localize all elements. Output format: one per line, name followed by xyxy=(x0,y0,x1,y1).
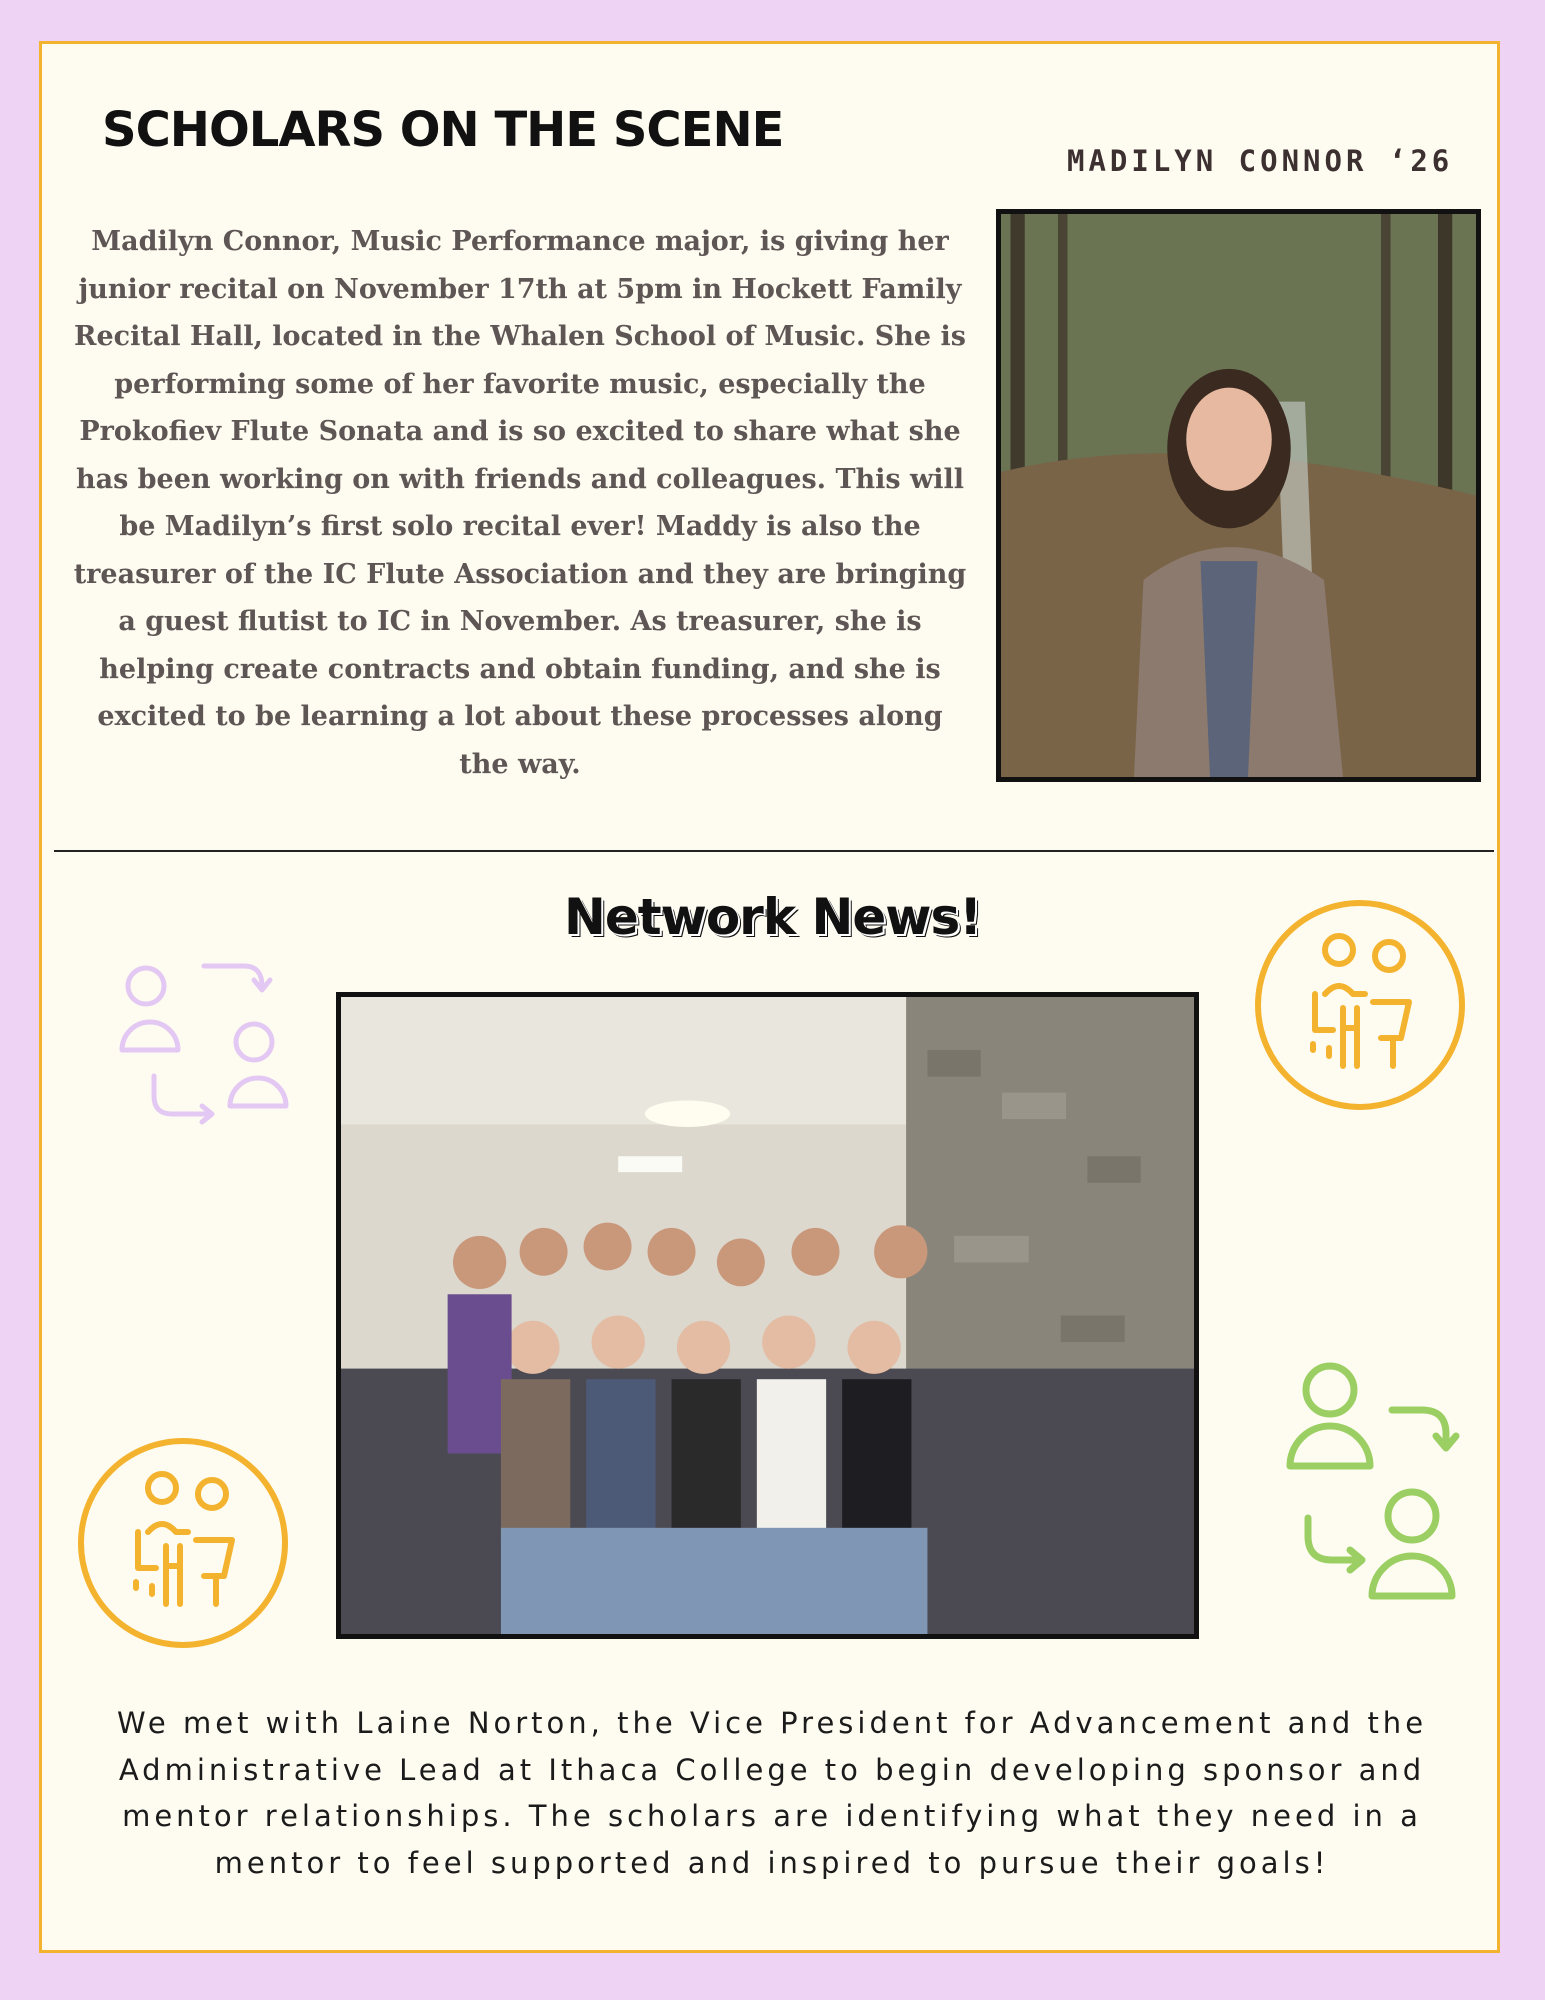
network-news-title: Network News! xyxy=(563,888,982,946)
network-news-text: We met with Laine Norton, the Vice President for Advancement and the Administrative Lead at Ithaca College to begin developing sponsor and mentor relationships. The scholars are identifying what they need in a mentor to feel supported and inspired to pursue their goals! xyxy=(116,1706,1428,1880)
portrait-illustration xyxy=(1001,214,1476,777)
student-portrait-photo xyxy=(996,209,1481,782)
mentor-exchange-icon xyxy=(1242,1350,1492,1650)
student-byline: MADILYN CONNOR ‘26 xyxy=(1067,144,1454,178)
mentor-exchange-icon xyxy=(104,946,324,1146)
section-divider xyxy=(54,850,1494,852)
mentor-circle-icon xyxy=(76,1436,290,1650)
scholars-section-title: SCHOLARS ON THE SCENE xyxy=(102,102,784,158)
group-photo-illustration xyxy=(341,997,1194,1634)
mentor-circle-icon xyxy=(1253,898,1467,1112)
group-photo xyxy=(336,992,1199,1639)
scholars-article-text: Madilyn Connor, Music Performance major, is giving her junior recital on November 17th at 5pm in Hockett Family Recital Hall, located in the Whalen School of Music. She is performing some of her favorite music, especially the Prokofiev Flute Sonata and is so excited to share what she has been working on with friends and colleagues. This will be Madilyn’s first solo recital ever! Maddy is also the treasurer of the IC Flute Association and they are bringing a guest flutist to IC in November. As treasurer, she is helping create contracts and obtain funding, and she is excited to be learning a lot about these processes along the way. xyxy=(73,226,967,780)
newsletter-page xyxy=(39,41,1500,1953)
